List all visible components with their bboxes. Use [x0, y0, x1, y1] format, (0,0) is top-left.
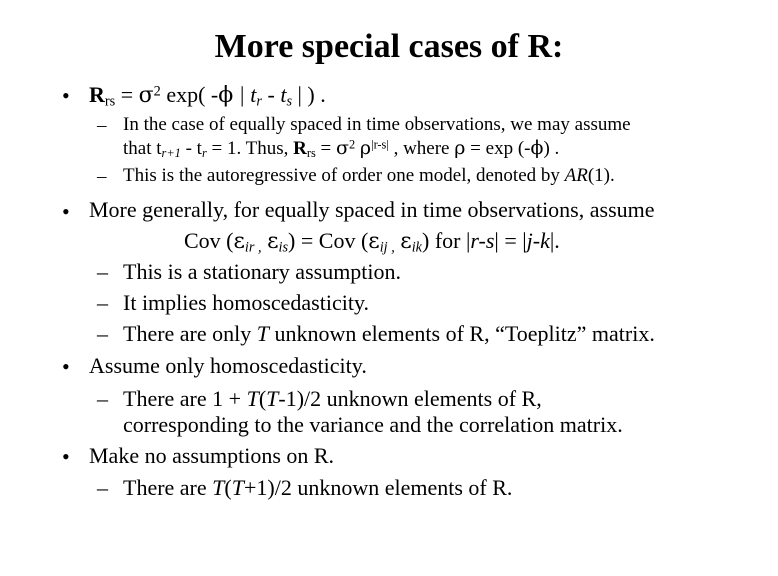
- phi-symbol: ϕ: [530, 137, 544, 159]
- epsilon-symbol: ε: [400, 229, 412, 254]
- epsilon-symbol: ε: [267, 229, 279, 254]
- sub-2-1-text: This is a stationary assumption.: [123, 259, 402, 284]
- sub-3-1-line-1: There are 1 + T(T-1)/2 unknown elements of R,: [123, 386, 542, 411]
- sub-1-2-marker: –: [97, 166, 107, 187]
- epsilon-symbol: ε: [233, 229, 245, 254]
- rho-symbol: ρ: [454, 137, 466, 159]
- sub-1-1-line-1: In the case of equally spaced in time observations, we may assume: [123, 114, 631, 135]
- bullet-3-text: Assume only homoscedasticity.: [89, 353, 367, 378]
- sub-1-1-marker: –: [97, 115, 107, 136]
- sub-2-1-marker: –: [97, 259, 108, 284]
- R-matrix-symbol: R: [89, 82, 105, 107]
- phi-symbol: ϕ: [218, 83, 234, 108]
- sub-2-3-text: There are only T unknown elements of R, “Toeplitz” matrix.: [123, 321, 655, 346]
- sigma-symbol: σ: [336, 137, 349, 159]
- bullet-4-marker: •: [62, 444, 70, 469]
- bullet-1-text: $R_{rs} = \sigma^2$ exp( -ϕ | $t_r - t_s$ | ) .: [89, 82, 326, 110]
- sigma-symbol: σ: [138, 83, 154, 108]
- bullet-4-text: Make no assumptions on R.: [89, 443, 335, 468]
- sub-2-3-marker: –: [97, 321, 108, 346]
- sub-1-1-line-2: that $t_{r+1} - t_r = 1$. Thus, $R_{rs} = \sigma^2$ $\rho^{|r-s|}$ , where ρ = exp (-ϕ) .: [123, 137, 560, 161]
- bullet-2-line-2: Cov ($\varepsilon_{ir ,}$ $\varepsilon_{is}$) = Cov ($\varepsilon_{ij ,}$ $\varepsilon_{ik}$) for |r-s| = |j-k|.: [184, 228, 560, 256]
- sub-4-1-marker: –: [97, 475, 108, 500]
- bullet-3-marker: •: [62, 354, 70, 379]
- sub-2-2-text: It implies homoscedasticity.: [123, 290, 370, 315]
- sub-3-1-marker: –: [97, 386, 108, 411]
- sub-4-1-text: There are T(T+1)/2 unknown elements of R.: [123, 475, 513, 500]
- slide-title: More special cases of R:: [214, 28, 564, 65]
- sub-2-2-marker: –: [97, 290, 108, 315]
- bullet-2-line-1: More generally, for equally spaced in time observations, assume: [89, 197, 655, 222]
- bullet-2-marker: •: [62, 199, 70, 224]
- rho-symbol: ρ: [359, 137, 372, 159]
- bullet-1-marker: •: [62, 83, 70, 108]
- epsilon-symbol: ε: [368, 229, 380, 254]
- sub-1-2-text: This is the autoregressive of order one model, denoted by AR(1).: [123, 165, 615, 186]
- sub-3-1-line-2: corresponding to the variance and the correlation matrix.: [123, 412, 623, 437]
